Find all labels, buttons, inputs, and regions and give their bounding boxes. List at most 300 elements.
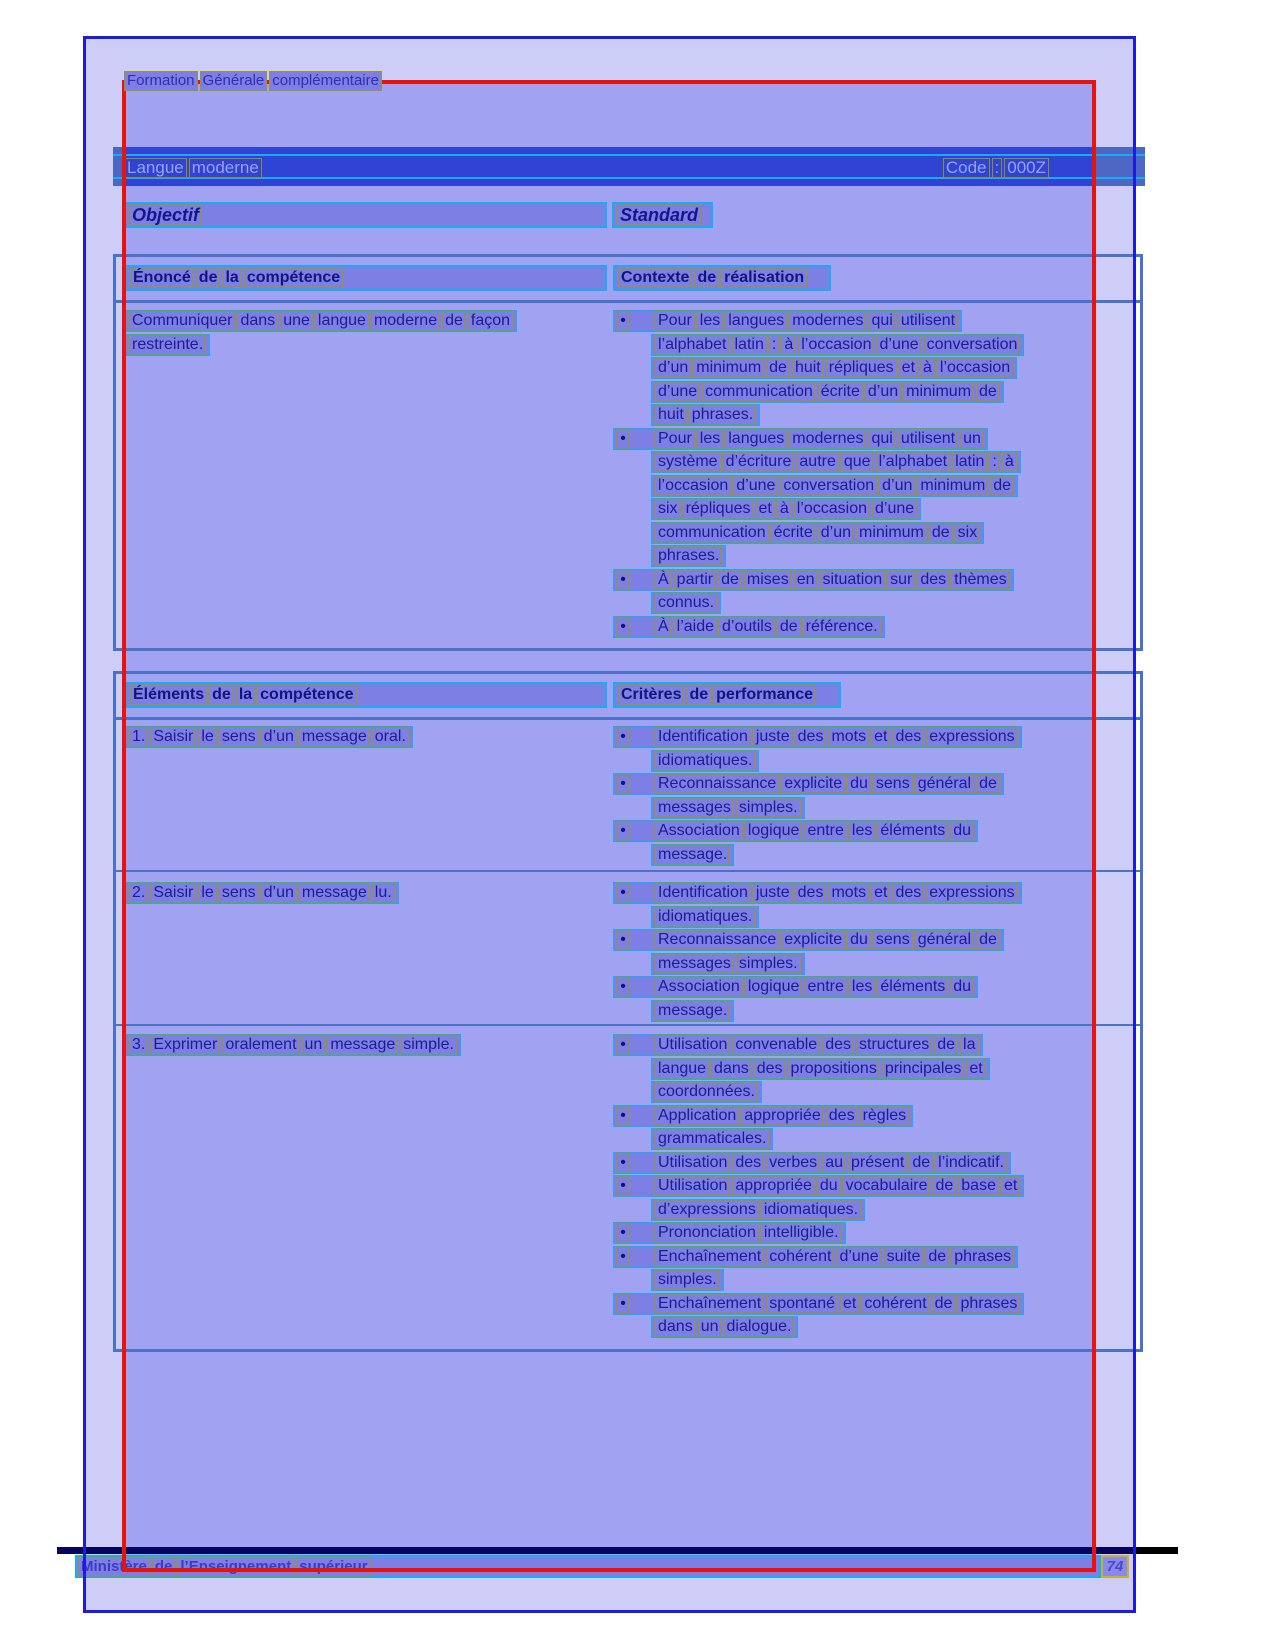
word-box: expressions bbox=[926, 883, 1017, 903]
word-box: message bbox=[299, 727, 370, 747]
text-line bbox=[613, 797, 1133, 821]
line-highlight bbox=[651, 797, 805, 819]
word-box: général bbox=[915, 774, 974, 794]
word-box: Langue bbox=[124, 158, 187, 178]
word-box: minimum bbox=[917, 476, 988, 496]
word-box: oralement bbox=[222, 1035, 299, 1055]
word-box: Critères bbox=[618, 685, 684, 705]
text-line bbox=[613, 906, 1133, 930]
line-highlight bbox=[125, 726, 413, 748]
criteria-2 bbox=[613, 882, 1133, 1023]
word-box: à bbox=[781, 335, 796, 355]
word-box: l’occasion bbox=[798, 335, 874, 355]
word-box: Enchaînement bbox=[655, 1294, 764, 1314]
word-box: une bbox=[280, 311, 313, 331]
word-box: coordonnées. bbox=[655, 1082, 758, 1102]
line-highlight bbox=[651, 404, 760, 426]
banner-line-highlight bbox=[113, 154, 1145, 179]
line-highlight bbox=[125, 882, 399, 904]
word-box: et bbox=[966, 1059, 985, 1079]
table1-col1-header bbox=[125, 265, 607, 291]
table2-row-2 bbox=[116, 872, 1140, 1026]
word-box: six bbox=[655, 499, 681, 519]
word-box: du bbox=[950, 821, 974, 841]
table2-col1-header bbox=[125, 682, 607, 708]
word-box: des bbox=[826, 1106, 858, 1126]
word-box: du bbox=[950, 977, 974, 997]
word-box: du bbox=[847, 930, 871, 950]
line-highlight bbox=[613, 726, 1022, 748]
word-box: À bbox=[655, 617, 672, 637]
text-line bbox=[613, 844, 1133, 868]
text-line bbox=[125, 726, 609, 750]
text-line bbox=[613, 929, 1133, 953]
bullet-icon: • bbox=[617, 1153, 629, 1173]
word-box: la bbox=[236, 685, 255, 705]
criteria-3 bbox=[613, 1034, 1133, 1340]
word-box: les bbox=[697, 311, 723, 331]
word-box: connus. bbox=[655, 593, 717, 613]
line-highlight bbox=[613, 1293, 1024, 1315]
text-line bbox=[613, 953, 1133, 977]
line-highlight bbox=[651, 953, 805, 975]
word-box: mots bbox=[828, 883, 869, 903]
word-box: à bbox=[920, 358, 935, 378]
word-box: suite bbox=[884, 1247, 924, 1267]
word-box: sur bbox=[887, 570, 915, 590]
text-line bbox=[613, 475, 1133, 499]
text-line bbox=[613, 820, 1133, 844]
word-box: situation bbox=[820, 570, 886, 590]
word-box: de bbox=[209, 685, 234, 705]
line-highlight bbox=[613, 882, 1022, 904]
word-box: la bbox=[960, 1035, 978, 1055]
word-box: : bbox=[769, 335, 779, 355]
text-line bbox=[613, 1293, 1133, 1317]
word-box: de bbox=[925, 1247, 949, 1267]
line-highlight bbox=[651, 357, 1017, 379]
word-box: écrite bbox=[771, 523, 816, 543]
bullet-gap bbox=[630, 885, 654, 901]
text-line bbox=[613, 498, 1133, 522]
word-box: langues bbox=[725, 311, 787, 331]
line-highlight bbox=[651, 592, 721, 614]
course-title bbox=[123, 158, 263, 178]
table2-col2-header bbox=[613, 682, 841, 708]
table1-col2-header bbox=[613, 265, 831, 291]
line-highlight bbox=[651, 1000, 734, 1022]
bullet-gap bbox=[630, 431, 654, 447]
word-box: et bbox=[871, 727, 890, 747]
word-box: Identification bbox=[655, 883, 751, 903]
word-box: communication bbox=[655, 523, 769, 543]
text-line bbox=[613, 357, 1133, 381]
word-box: les bbox=[697, 429, 723, 449]
word-box: Exprimer bbox=[150, 1035, 220, 1055]
footer-rule bbox=[57, 1547, 1178, 1554]
word-box: règles bbox=[860, 1106, 910, 1126]
word-box: des bbox=[892, 883, 924, 903]
word-box: de bbox=[196, 268, 221, 288]
word-box: mises bbox=[744, 570, 792, 590]
word-box: et bbox=[756, 499, 775, 519]
word-box: éléments bbox=[877, 977, 948, 997]
word-box: de bbox=[929, 523, 953, 543]
text-line bbox=[613, 726, 1133, 750]
word-box: compétence bbox=[244, 268, 343, 288]
word-box: Éléments bbox=[130, 685, 207, 705]
bullet-icon: • bbox=[617, 977, 629, 997]
bullet-icon: • bbox=[617, 617, 629, 637]
word-box: dialogue. bbox=[724, 1317, 795, 1337]
text-line bbox=[613, 773, 1133, 797]
word-box: 2. bbox=[129, 883, 148, 903]
word-box: 1. bbox=[129, 727, 148, 747]
word-box: grammaticales. bbox=[655, 1129, 769, 1149]
table-enonce-contexte bbox=[113, 254, 1143, 651]
word-box: phrases. bbox=[655, 546, 722, 566]
word-box: de bbox=[934, 1035, 958, 1055]
word-box: message bbox=[327, 1035, 398, 1055]
word-box: de bbox=[694, 268, 719, 288]
word-box: structures bbox=[856, 1035, 932, 1055]
line-highlight bbox=[613, 929, 1004, 951]
word-box: dans bbox=[237, 311, 278, 331]
word-box: Ministère bbox=[78, 1557, 150, 1577]
text-line bbox=[613, 882, 1133, 906]
word-box: modernes bbox=[789, 311, 866, 331]
word-box: Code bbox=[943, 158, 990, 178]
course-title-banner bbox=[113, 147, 1145, 186]
bullet-icon: • bbox=[617, 883, 629, 903]
text-line bbox=[613, 381, 1133, 405]
section-header-objectif bbox=[124, 202, 607, 228]
line-highlight bbox=[125, 310, 517, 332]
word-box: verbes bbox=[766, 1153, 820, 1173]
word-box: Contexte bbox=[618, 268, 692, 288]
word-box: de bbox=[990, 476, 1014, 496]
table2-row-3 bbox=[116, 1026, 1140, 1352]
word-box: dans bbox=[711, 1059, 752, 1079]
word-box: Saisir bbox=[150, 727, 196, 747]
word-box: juste bbox=[753, 727, 793, 747]
bullet-gap bbox=[630, 776, 654, 792]
bullet-icon: • bbox=[617, 1223, 629, 1243]
word-box: langues bbox=[725, 429, 787, 449]
word-box: six bbox=[955, 523, 981, 543]
word-box: et bbox=[1001, 1176, 1020, 1196]
word-box: phrases bbox=[951, 1247, 1014, 1267]
word-box: communication bbox=[702, 382, 816, 402]
word-box: cohérent bbox=[861, 1294, 929, 1314]
bullet-icon: • bbox=[617, 1247, 629, 1267]
word-box: les bbox=[849, 977, 875, 997]
word-box: des bbox=[754, 1059, 786, 1079]
line-highlight bbox=[651, 906, 759, 928]
word-box: et bbox=[871, 883, 890, 903]
word-box: Utilisation bbox=[655, 1176, 730, 1196]
table2-row-1 bbox=[116, 720, 1140, 872]
word-box: du bbox=[847, 774, 871, 794]
word-box: conversation bbox=[780, 476, 877, 496]
word-box: Prononciation bbox=[655, 1223, 759, 1243]
word-box: Communiquer bbox=[129, 311, 235, 331]
word-box: base bbox=[958, 1176, 999, 1196]
word-box: Énoncé bbox=[130, 268, 194, 288]
word-box: simples. bbox=[736, 954, 801, 974]
text-line bbox=[613, 616, 1133, 640]
word-box: dans bbox=[655, 1317, 696, 1337]
element-3 bbox=[125, 1034, 609, 1058]
word-box: autre bbox=[796, 452, 838, 472]
word-box: modernes bbox=[789, 429, 866, 449]
word-box: général bbox=[915, 930, 974, 950]
word-box: d’un bbox=[261, 727, 297, 747]
line-highlight bbox=[613, 1246, 1018, 1268]
text-line bbox=[613, 522, 1133, 546]
word-box: de bbox=[686, 685, 711, 705]
word-box: référence. bbox=[803, 617, 881, 637]
word-box: des bbox=[917, 570, 949, 590]
word-box: utilisent bbox=[898, 429, 958, 449]
word-box: d’un bbox=[261, 883, 297, 903]
word-box: de bbox=[976, 774, 1000, 794]
word-box: d’une bbox=[733, 476, 778, 496]
word-box: des bbox=[822, 1035, 854, 1055]
word-box: compétence bbox=[257, 685, 356, 705]
word-box: Pour bbox=[655, 311, 695, 331]
word-box: simples. bbox=[736, 798, 801, 818]
word-box: Saisir bbox=[150, 883, 196, 903]
bullet-icon: • bbox=[617, 774, 629, 794]
word-box: d’un bbox=[879, 476, 915, 496]
word-box: d’une bbox=[872, 499, 917, 519]
word-box: restreinte. bbox=[129, 335, 206, 355]
text-line bbox=[613, 750, 1133, 774]
competence-statement bbox=[125, 310, 609, 357]
word-box: phrases. bbox=[689, 405, 756, 425]
bullet-gap bbox=[630, 313, 654, 329]
word-box: un bbox=[302, 1035, 326, 1055]
course-code bbox=[942, 158, 1050, 178]
word-box: convenable bbox=[732, 1035, 820, 1055]
page-number: 74 bbox=[1101, 1555, 1129, 1578]
line-highlight bbox=[651, 1316, 798, 1338]
word-box: thèmes bbox=[951, 570, 1009, 590]
word-box: 000Z bbox=[1004, 158, 1049, 178]
line-highlight bbox=[651, 381, 1004, 403]
word-box: message. bbox=[655, 1001, 730, 1021]
bullet-gap bbox=[630, 729, 654, 745]
word-box: logique bbox=[745, 821, 803, 841]
line-highlight bbox=[613, 310, 962, 332]
word-box: de bbox=[932, 1294, 956, 1314]
bullet-icon: • bbox=[617, 570, 629, 590]
word-box: explicite bbox=[781, 930, 845, 950]
bullet-icon: • bbox=[617, 821, 629, 841]
bullet-gap bbox=[630, 1178, 654, 1194]
text-line bbox=[613, 1316, 1133, 1340]
word-box: éléments bbox=[877, 821, 948, 841]
word-box: expressions bbox=[926, 727, 1017, 747]
word-box: sens bbox=[219, 727, 259, 747]
bullet-gap bbox=[630, 932, 654, 948]
word-box: Enchaînement bbox=[655, 1247, 764, 1267]
word-box: latin bbox=[732, 335, 767, 355]
word-box: juste bbox=[753, 883, 793, 903]
word-box: d’un bbox=[818, 523, 854, 543]
word-box: de bbox=[976, 930, 1000, 950]
word-box: Standard bbox=[617, 205, 701, 225]
bullet-gap bbox=[630, 1155, 654, 1171]
word-box: complémentaire bbox=[269, 71, 382, 91]
word-box: d’une bbox=[655, 382, 700, 402]
text-line bbox=[125, 334, 609, 358]
word-box: minimum bbox=[693, 358, 764, 378]
word-box: de bbox=[152, 1557, 176, 1577]
word-box: Reconnaissance bbox=[655, 774, 779, 794]
word-box: explicite bbox=[781, 774, 845, 794]
word-box: message. bbox=[655, 845, 730, 865]
line-highlight bbox=[651, 475, 1018, 497]
bullet-gap bbox=[630, 1249, 654, 1265]
word-box: Générale bbox=[200, 71, 268, 91]
word-box: l’occasion bbox=[655, 476, 731, 496]
table1-header-row bbox=[116, 257, 1140, 303]
line-highlight bbox=[613, 773, 1004, 795]
line-highlight bbox=[651, 545, 726, 567]
bullet-icon: • bbox=[617, 930, 629, 950]
text-line bbox=[613, 1034, 1133, 1058]
word-box: partir bbox=[674, 570, 716, 590]
line-highlight bbox=[651, 1058, 990, 1080]
bullet-gap bbox=[630, 1037, 654, 1053]
word-box: de bbox=[777, 617, 801, 637]
word-box: propositions bbox=[788, 1059, 880, 1079]
line-highlight bbox=[651, 522, 984, 544]
word-box: Formation bbox=[124, 71, 198, 91]
line-highlight bbox=[651, 750, 759, 772]
bullet-gap bbox=[630, 572, 654, 588]
word-box: supérieur bbox=[296, 1557, 370, 1577]
context-bullet-list bbox=[613, 310, 1133, 639]
word-box: d’expressions bbox=[655, 1200, 759, 1220]
section-header-standard bbox=[612, 202, 713, 228]
word-box: façon bbox=[468, 311, 513, 331]
word-box: qui bbox=[868, 311, 895, 331]
word-box: l’indicatif. bbox=[935, 1153, 1007, 1173]
word-box: lu. bbox=[372, 883, 395, 903]
text-line bbox=[613, 1246, 1133, 1270]
line-highlight bbox=[613, 1175, 1024, 1197]
line-highlight bbox=[651, 334, 1024, 356]
bullet-gap bbox=[630, 1225, 654, 1241]
text-line bbox=[613, 1000, 1133, 1024]
footer-ministry bbox=[75, 1555, 1101, 1578]
bullet-icon: • bbox=[617, 1035, 629, 1055]
word-box: Utilisation bbox=[655, 1035, 730, 1055]
word-box: huit bbox=[655, 405, 687, 425]
table1-body bbox=[116, 303, 1140, 648]
word-box: l’occasion bbox=[794, 499, 870, 519]
text-line bbox=[613, 1269, 1133, 1293]
word-box: de bbox=[442, 311, 466, 331]
word-box: écrite bbox=[818, 382, 863, 402]
text-line bbox=[613, 334, 1133, 358]
word-box: des bbox=[732, 1153, 764, 1173]
word-box: à bbox=[777, 499, 792, 519]
word-box: vocabulaire bbox=[843, 1176, 931, 1196]
line-highlight bbox=[651, 1128, 773, 1150]
word-box: Pour bbox=[655, 429, 695, 449]
word-box: langue bbox=[655, 1059, 709, 1079]
element-1 bbox=[125, 726, 609, 750]
word-box: minimum bbox=[903, 382, 974, 402]
word-box: messages bbox=[655, 954, 734, 974]
line-highlight bbox=[125, 1034, 461, 1056]
word-box: la bbox=[222, 268, 241, 288]
word-box: spontané bbox=[766, 1294, 838, 1314]
text-line bbox=[613, 1199, 1133, 1223]
word-box: d’un bbox=[655, 358, 691, 378]
word-box: huit bbox=[792, 358, 824, 378]
word-box: mots bbox=[828, 727, 869, 747]
bullet-icon: • bbox=[617, 311, 629, 331]
word-box: du bbox=[817, 1176, 841, 1196]
word-box: : bbox=[989, 452, 999, 472]
word-box: des bbox=[795, 883, 827, 903]
word-box: des bbox=[892, 727, 924, 747]
word-box: idiomatiques. bbox=[761, 1200, 861, 1220]
line-highlight bbox=[651, 498, 921, 520]
line-highlight bbox=[613, 1152, 1011, 1174]
text-line bbox=[613, 1175, 1133, 1199]
word-box: simple. bbox=[400, 1035, 457, 1055]
word-box: de bbox=[909, 1153, 933, 1173]
word-box: : bbox=[992, 158, 1003, 178]
text-line bbox=[613, 1152, 1133, 1176]
word-box: à bbox=[1002, 452, 1017, 472]
bullet-icon: • bbox=[617, 1176, 629, 1196]
bullet-icon: • bbox=[617, 429, 629, 449]
word-box: système bbox=[655, 452, 721, 472]
word-box: et bbox=[899, 358, 918, 378]
text-line bbox=[125, 1034, 609, 1058]
text-line bbox=[125, 310, 609, 334]
line-highlight bbox=[651, 844, 734, 866]
line-highlight bbox=[613, 1222, 846, 1244]
bullet-gap bbox=[630, 823, 654, 839]
word-box: minimum bbox=[856, 523, 927, 543]
word-box: des bbox=[795, 727, 827, 747]
word-box: de bbox=[932, 1176, 956, 1196]
word-box: À bbox=[655, 570, 672, 590]
word-box: que bbox=[841, 452, 874, 472]
word-box: Objectif bbox=[129, 205, 202, 225]
word-box: répliques bbox=[826, 358, 897, 378]
word-box: moderne bbox=[189, 158, 262, 178]
word-box: entre bbox=[804, 977, 846, 997]
word-box: d’une bbox=[836, 1247, 881, 1267]
word-box: Reconnaissance bbox=[655, 930, 779, 950]
word-box: le bbox=[198, 883, 216, 903]
text-line bbox=[613, 1105, 1133, 1129]
bullet-gap bbox=[630, 1108, 654, 1124]
bullet-icon: • bbox=[617, 727, 629, 747]
word-box: appropriée bbox=[732, 1176, 815, 1196]
word-box: de bbox=[718, 570, 742, 590]
word-box: d’une bbox=[876, 335, 921, 355]
